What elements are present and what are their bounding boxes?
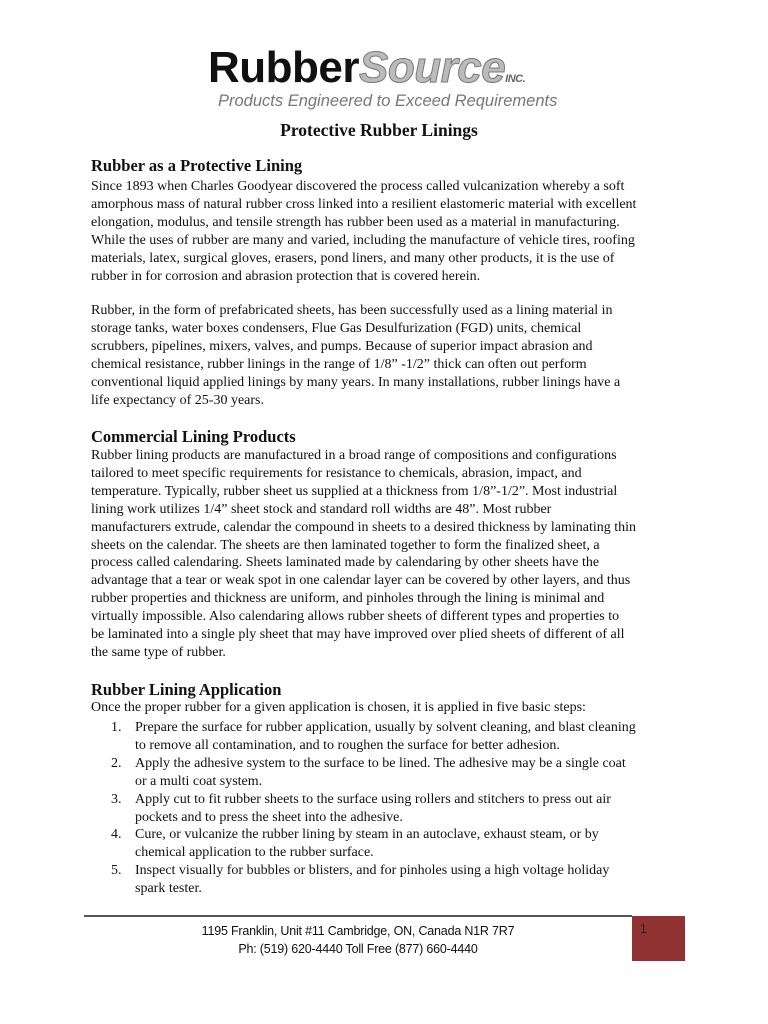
footer-address: 1195 Franklin, Unit #11 Cambridge, ON, Canada N1R 7R7	[201, 924, 515, 938]
list-item	[91, 719, 636, 755]
paragraph	[91, 447, 636, 662]
logo-suffix: INC.	[505, 73, 526, 85]
text-line: or a multi coat system.	[135, 773, 263, 789]
text-line: be laminated into a single ply sheet that may have improved over plied sheets of different of all	[91, 627, 625, 643]
text-line: sheets on the calendar. The sheets are then laminated together to form the finalized sheet, a	[91, 537, 600, 553]
page-number-box	[632, 916, 685, 961]
text-line: rubber properties and thickness are uniform, and pinholes through the lining is minimal and	[91, 591, 605, 607]
text-line: manufacturers extrude, calendar the compound in sheets to a desired thickness by laminating thin	[91, 519, 637, 535]
text-line: chemical resistance, rubber linings in the range of 1/8” -1/2” thick can often out perform	[91, 356, 587, 372]
list-number: 3.	[111, 791, 122, 807]
text-line: Apply the adhesive system to the surface to be lined. The adhesive may be a single coat	[135, 755, 626, 771]
text-line: pockets and to press the sheet into the adhesive.	[135, 809, 403, 825]
text-line: temperature. Typically, rubber sheet us supplied at a thickness from 1/8”-1/2”. Most industrial	[91, 483, 618, 499]
list-item	[91, 791, 636, 827]
page-number: 1	[640, 922, 647, 936]
section-heading: Rubber as a Protective Lining	[91, 156, 303, 175]
list-number: 4.	[111, 827, 122, 843]
text-line: Since 1893 when Charles Goodyear discovered the process called vulcanization whereby a soft	[91, 179, 625, 194]
text-line: Prepare the surface for rubber application, usually by solvent cleaning, and blast cleaning	[135, 720, 636, 735]
text-line: elongation, modulus, and tensile strength has rubber been used as a material in manufacturing.	[91, 214, 620, 230]
text-line: Rubber, in the form of prefabricated sheets, has been successfully used as a lining material in	[91, 303, 613, 318]
text-line: advantage that a tear or weak spot in one calendar layer can be covered by other layers, and thus	[91, 573, 631, 589]
text-line: process called calendaring. Sheets laminated made by calendaring by other sheets have the	[91, 555, 600, 571]
company-logo	[208, 43, 558, 116]
list-number: 1.	[111, 720, 122, 735]
paragraph	[91, 178, 636, 285]
paragraph: Once the proper rubber for a given application is chosen, it is applied in five basic steps:	[91, 700, 586, 715]
logo-tagline: Products Engineered to Exceed Requirements	[218, 92, 558, 110]
text-line: Rubber lining products are manufactured in a broad range of compositions and configurations	[91, 448, 617, 463]
text-line: scrubbers, pipelines, mixers, valves, and pumps. Because of superior impact abrasion and	[91, 338, 593, 354]
list-item	[91, 826, 636, 862]
text-line: rubber in for corrosion and abrasion protection that is covered herein.	[91, 268, 481, 284]
text-line: life expectancy of 25-30 years.	[91, 392, 264, 408]
steps-list	[91, 719, 636, 898]
text-line: to remove all contamination, and to roughen the surface for better adhesion.	[135, 737, 560, 753]
text-line: Apply cut to fit rubber sheets to the surface using rollers and stitchers to press out air	[135, 791, 611, 807]
text-line: While the uses of rubber are many and varied, including the manufacture of vehicle tires, roofing	[91, 232, 635, 248]
list-number: 5.	[111, 863, 122, 879]
logo-part2: Source	[359, 43, 506, 92]
text-line: storage tanks, water boxes condensers, Flue Gas Desulfurization (FGD) units, chemical	[91, 320, 582, 336]
text-line: tailored to meet specific requirements for resistance to chemicals, abrasion, impact, and	[91, 465, 582, 481]
text-line: virtually impossible. Also calendaring allows rubber sheets of different types and properties to	[91, 609, 620, 625]
section-heading: Rubber Lining Application	[91, 680, 282, 699]
text-line: Cure, or vulcanize the rubber lining by steam in an autoclave, exhaust steam, or by	[135, 827, 599, 843]
document-title: Protective Rubber Linings	[280, 120, 478, 140]
footer-divider	[84, 915, 632, 917]
text-line: lining work utilizes 1/4” sheet stock and standard roll widths are 48”. Most rubber	[91, 501, 552, 517]
text-line: materials, latex, surgical gloves, erasers, pond liners, and many other products, it is the use of	[91, 250, 615, 266]
list-item	[91, 862, 636, 898]
list-item	[91, 755, 636, 791]
footer-phone: Ph: (519) 620-4440 Toll Free (877) 660-4440	[238, 942, 478, 956]
text-line: chemical application to the rubber surface.	[135, 845, 374, 861]
logo-part1: Rubber	[208, 43, 359, 92]
footer	[84, 922, 632, 958]
text-line: amorphous mass of natural rubber cross linked into a resilient elastomeric material with excellent	[91, 196, 637, 212]
text-line: spark tester.	[135, 881, 202, 897]
section-heading: Commercial Lining Products	[91, 427, 296, 446]
text-line: the same type of rubber.	[91, 644, 226, 660]
text-line: Inspect visually for bubbles or blisters, and for pinholes using a high voltage holiday	[135, 863, 610, 879]
text-line: conventional liquid applied linings by many years. In many installations, rubber linings have a	[91, 374, 621, 390]
paragraph	[91, 302, 620, 409]
list-number: 2.	[111, 755, 122, 771]
